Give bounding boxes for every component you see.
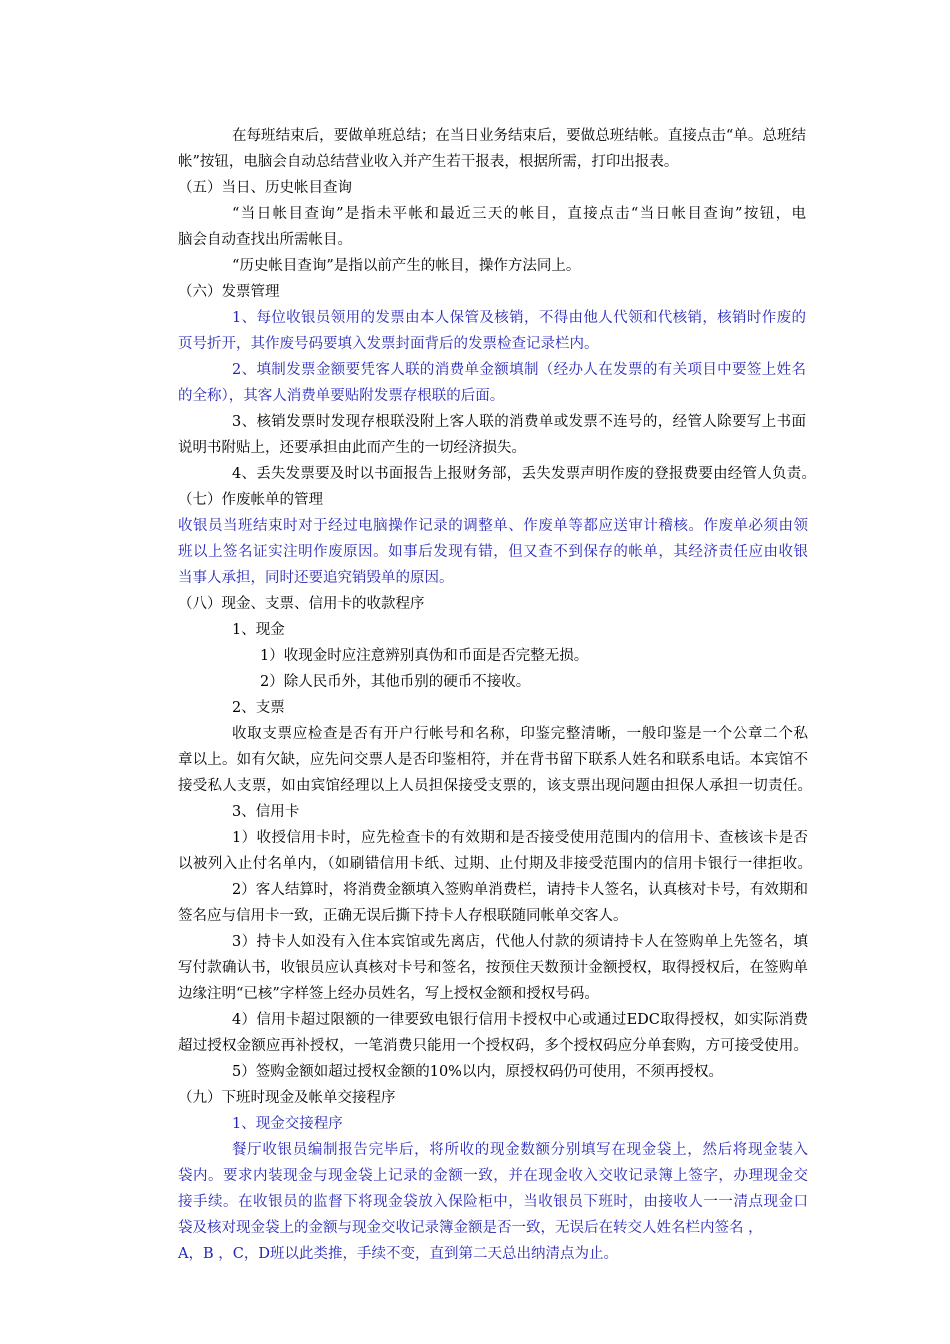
paragraph-line: 说明书附贴上，还要承担由此而产生的一切经济损失。 xyxy=(178,440,526,456)
paragraph-line: 接受私人支票，如由宾馆经理以上人员担保接受支票的，该支票出现问题由担保人承担一切责任。 xyxy=(178,778,812,794)
list-item: 1）收现金时应注意辨别真伪和币面是否完整无损。 xyxy=(260,648,589,664)
paragraph-line: 袋及核对现金袋上的金额与现金交收记录簿金额是否一致，无误后在转交人姓名栏内签名 ， xyxy=(178,1220,763,1236)
paragraph-line: 页号折开，其作废号码要填入发票封面背后的发票检查记录栏内。 xyxy=(178,336,599,352)
subsection-heading: 1、现金交接程序 xyxy=(232,1116,343,1132)
paragraph-line: 2）客人结算时，将消费金额填入签购单消费栏，请持卡人签名，认真核对卡号，有效期和 xyxy=(232,882,808,898)
section-heading: （九）下班时现金及帐单交接程序 xyxy=(178,1090,396,1106)
subsection-heading: 1、现金 xyxy=(232,622,285,638)
paragraph-line: 餐厅收银员编制报告完毕后，将所收的现金数额分别填写在现金袋上，然后将现金装入 xyxy=(232,1142,808,1158)
paragraph-line: 边缘注明“已核”字样签上经办员姓名，写上授权金额和授权号码。 xyxy=(178,986,599,1002)
paragraph-line: 5）签购金额如超过授权金额的10%以内，原授权码仍可使用，不须再授权。 xyxy=(232,1064,723,1080)
paragraph-line: 收取支票应检查是否有开户行帐号和名称，印鉴完整清晰，一般印鉴是一个公章二个私 xyxy=(232,726,808,742)
paragraph-line: 的全称），其客人消费单要贴附发票存根联的后面。 xyxy=(178,388,505,404)
paragraph-line: 4）信用卡超过限额的一律要致电银行信用卡授权中心或通过EDC取得授权，如实际消费 xyxy=(232,1012,808,1028)
list-item: 2）除人民币外，其他币别的硬币不接收。 xyxy=(260,674,531,690)
paragraph-line: 写付款确认书，收银员应认真核对卡号和签名，按预住天数预计金额授权，取得授权后，在签购单 xyxy=(178,960,808,976)
subsection-heading: 2、支票 xyxy=(232,700,285,716)
paragraph-line: 脑会自动查找出所需帐目。 xyxy=(178,232,352,248)
paragraph-line: 1）收授信用卡时，应先检查卡的有效期和是否接受使用范围内的信用卡、查核该卡是否 xyxy=(232,830,808,846)
paragraph-line: 4、丢失发票要及时以书面报告上报财务部，丢失发票声明作废的登报费要由经管人负责。 xyxy=(232,466,816,482)
paragraph-line: 超过授权金额应再补授权，一笔消费只能用一个授权码，多个授权码应分单套购，方可接受使用。 xyxy=(178,1038,808,1054)
paragraph-line: A，B ，C，D班以此类推，手续不变，直到第二天总出纳清点为止。 xyxy=(178,1246,618,1262)
paragraph-line: 袋内。要求内装现金与现金袋上记录的金额一致，并在现金收入交收记录簿上签字，办理现金交 xyxy=(178,1168,808,1184)
paragraph-line: 签名应与信用卡一致，正确无误后撕下持卡人存根联随同帐单交客人。 xyxy=(178,908,628,924)
paragraph-line: 接手续。在收银员的监督下将现金袋放入保险柜中，当收银员下班时，由接收人一一清点现金口 xyxy=(178,1194,808,1210)
paragraph-line: 2、填制发票金额要凭客人联的消费单金额填制（经办人在发票的有关项目中要签上姓名 xyxy=(232,362,806,378)
paragraph-line: 1、每位收银员领用的发票由本人保管及核销，不得由他人代领和代核销，核销时作废的 xyxy=(232,310,806,326)
paragraph-line: 3）持卡人如没有入住本宾馆或先离店，代他人付款的须请持卡人在签购单上先签名，填 xyxy=(232,934,808,950)
section-heading: （五）当日、历史帐目查询 xyxy=(178,180,352,196)
paragraph-line: 收银员当班结束时对于经过电脑操作记录的调整单、作废单等都应送审计稽核。作废单必须由领 xyxy=(178,518,808,534)
paragraph-line: 章以上。如有欠缺，应先问交票人是否印鉴相符，并在背书留下联系人姓名和联系电话。本宾馆不 xyxy=(178,752,808,768)
paragraph-line: “历史帐目查询”是指以前产生的帐目，操作方法同上。 xyxy=(232,258,581,274)
paragraph-line: 在每班结束后，要做单班总结；在当日业务结束后，要做总班结帐。直接点击“单。总班结 xyxy=(232,128,806,144)
section-heading: （六）发票管理 xyxy=(178,284,280,300)
paragraph-line: “当日帐目查询”是指未平帐和最近三天的帐目，直接点击“当日帐目查询”按钮，电 xyxy=(232,206,806,222)
section-heading: （八）现金、支票、信用卡的收款程序 xyxy=(178,596,425,612)
paragraph-line: 以被列入止付名单内，（如刷错信用卡纸、过期、止付期及非接受范围内的信用卡银行一律拒收。 xyxy=(178,856,812,872)
section-heading: （七）作废帐单的管理 xyxy=(178,492,323,508)
paragraph-line: 3、核销发票时发现存根联没附上客人联的消费单或发票不连号的，经管人除要写上书面 xyxy=(232,414,806,430)
paragraph-line: 班以上签名证实注明作废原因。如事后发现有错，但又查不到保存的帐单，其经济责任应由收银 xyxy=(178,544,808,560)
paragraph-line: 当事人承担，同时还要追究销毁单的原因。 xyxy=(178,570,454,586)
subsection-heading: 3、信用卡 xyxy=(232,804,300,820)
paragraph-line: 帐”按钮，电脑会自动总结营业收入并产生若干报表，根据所需，打印出报表。 xyxy=(178,154,679,170)
